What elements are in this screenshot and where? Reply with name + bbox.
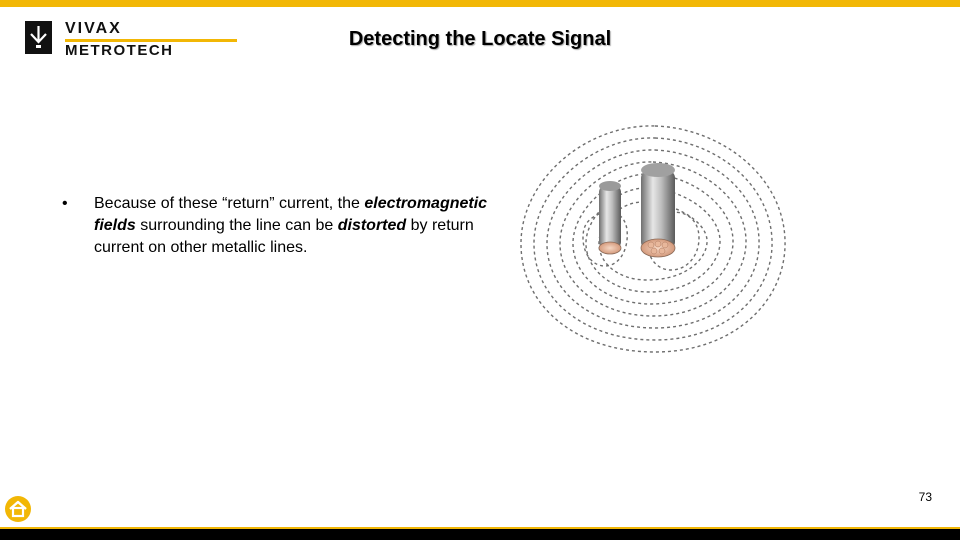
logo-word-vivax: VIVAX: [65, 20, 122, 37]
bullet-text-part3: by return current on other metallic lines.: [94, 217, 474, 256]
bullet-emphasis-em-fields: electromagnetic fields: [94, 195, 488, 234]
bullet-marker: •: [62, 195, 68, 212]
bullet-emphasis-distorted: distorted: [337, 217, 407, 234]
bottom-gold-stripe: [0, 527, 960, 529]
vivax-metrotech-logo: [25, 20, 215, 60]
bullet-text-part1: Because of these “return” current, the: [94, 195, 365, 212]
bullet-text-part2: surrounding the line can be: [135, 217, 338, 234]
top-gold-stripe: [0, 0, 960, 7]
cable-small: [599, 181, 621, 254]
logo-mark-icon: [25, 21, 52, 54]
bottom-accent-bar: [0, 527, 960, 540]
top-accent-bar: [0, 0, 960, 7]
home-icon[interactable]: [3, 494, 33, 524]
bullet-text: [94, 193, 494, 259]
slide-title: Detecting the Locate Signal: [348, 28, 612, 50]
page-number: 73: [918, 490, 932, 504]
two-cables-distorted-field-illustration: [515, 120, 795, 360]
cable-large: [641, 163, 675, 257]
logo-word-metrotech: METROTECH: [65, 42, 174, 59]
